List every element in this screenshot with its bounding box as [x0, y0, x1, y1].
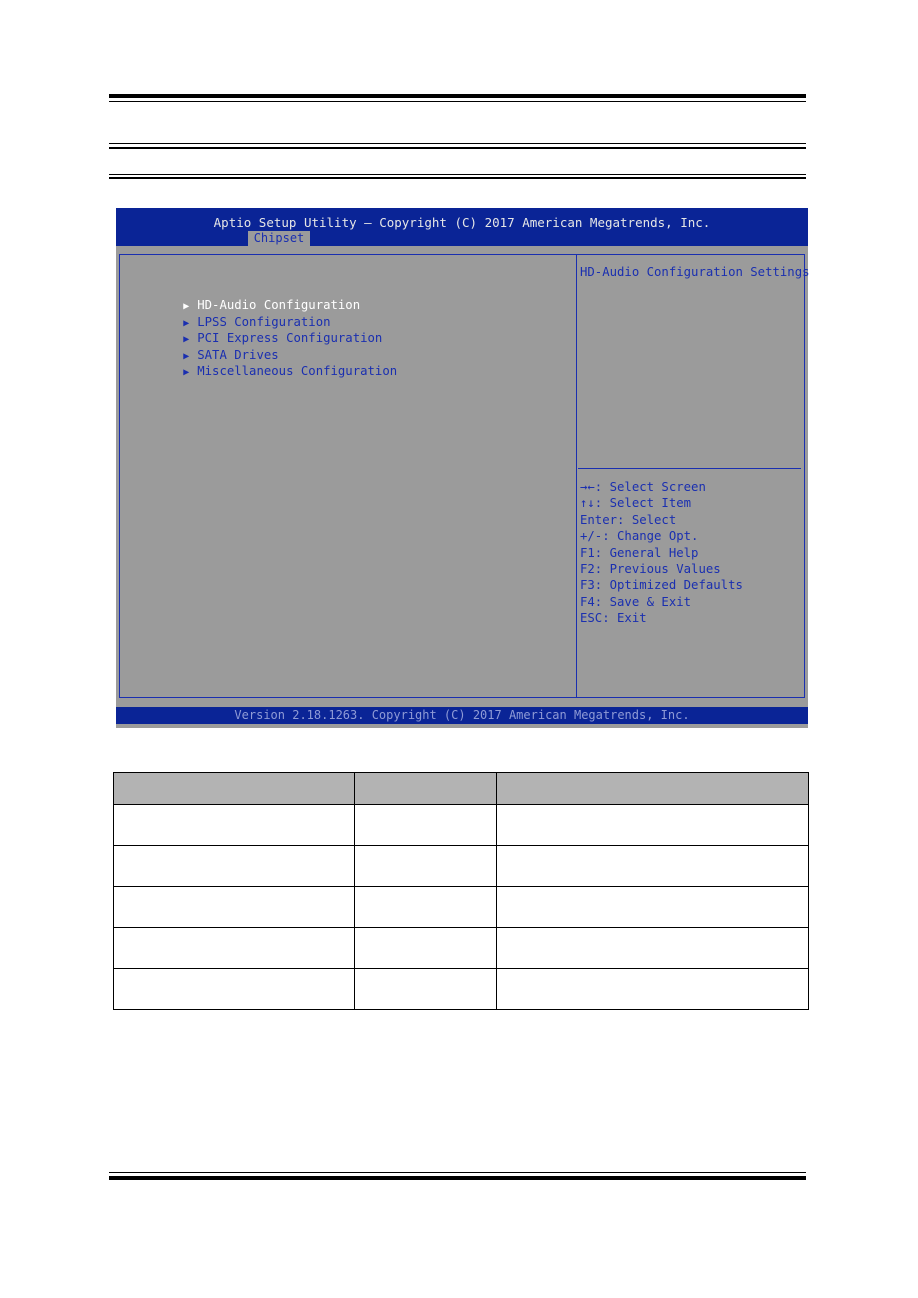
menu-item-hd-audio[interactable] — [124, 281, 397, 313]
submenu-arrow-icon: ▶ — [183, 334, 190, 346]
section-rule-top-thick — [109, 147, 806, 149]
key-help-line: ↑↓: Select Item — [580, 496, 692, 511]
header-rule-thin — [109, 101, 806, 102]
submenu-arrow-icon: ▶ — [183, 317, 190, 329]
table-cell — [497, 805, 809, 846]
bios-version-footer: Version 2.18.1263. Copyright (C) 2017 American Megatrends, Inc. — [116, 707, 808, 724]
table-cell — [355, 887, 497, 928]
key-help-line: ESC: Exit — [580, 611, 647, 626]
table-cell — [114, 969, 355, 1010]
table-cell — [497, 928, 809, 969]
section-rule-bottom-thick — [109, 177, 806, 179]
bios-title-bar — [116, 208, 808, 246]
menu-item-label: HD-Audio Configuration — [197, 298, 361, 313]
table-row — [114, 846, 809, 887]
table-header-cell — [355, 773, 497, 805]
key-help-line: +/-: Change Opt. — [580, 529, 699, 544]
table-cell — [355, 928, 497, 969]
item-help-text: HD-Audio Configuration Settings — [580, 265, 810, 279]
submenu-arrow-icon: ▶ — [183, 301, 190, 313]
table-cell — [355, 846, 497, 887]
table-cell — [114, 887, 355, 928]
key-help-line: →←: Select Screen — [580, 480, 706, 494]
table-cell — [497, 969, 809, 1010]
table-cell — [114, 846, 355, 887]
section-rule-top-thin — [109, 143, 806, 144]
panel-divider — [576, 255, 577, 697]
table-row — [114, 928, 809, 969]
table-header-row — [114, 773, 809, 805]
key-help-line: Enter: Select — [580, 512, 677, 527]
menu-item-label: PCI Express Configuration — [197, 331, 383, 346]
table-cell — [355, 805, 497, 846]
key-help-line: F2: Previous Values — [580, 561, 721, 576]
menu-item-label: SATA Drives — [197, 347, 279, 362]
table-header-cell — [497, 773, 809, 805]
table-cell — [497, 846, 809, 887]
menu-item-label: LPSS Configuration — [197, 314, 331, 329]
bios-setup-screen — [116, 208, 808, 728]
help-divider — [578, 468, 801, 469]
table-row — [114, 969, 809, 1010]
table-cell — [114, 805, 355, 846]
key-help-line: F4: Save & Exit — [580, 594, 692, 609]
bios-title: Aptio Setup Utility – Copyright (C) 2017 American Megatrends, Inc. — [213, 215, 711, 230]
options-table — [113, 772, 809, 1010]
submenu-arrow-icon: ▶ — [183, 366, 190, 378]
section-rule-bottom-thin — [109, 174, 806, 175]
chipset-menu — [124, 281, 398, 378]
submenu-arrow-icon: ▶ — [183, 350, 190, 362]
footer-rule-thick — [109, 1176, 806, 1180]
table-header-cell — [114, 773, 355, 805]
tab-chipset[interactable]: Chipset — [248, 231, 310, 246]
key-help-line: F1: General Help — [580, 545, 699, 560]
table-cell — [114, 928, 355, 969]
key-legend — [580, 479, 743, 627]
table-cell — [497, 887, 809, 928]
table-row — [114, 805, 809, 846]
footer-rule-thin — [109, 1172, 806, 1173]
header-rule-thick — [109, 94, 806, 98]
bios-main-frame — [119, 254, 810, 698]
table-cell — [355, 969, 497, 1010]
key-help-line: F3: Optimized Defaults — [580, 578, 743, 593]
menu-item-label: Miscellaneous Configuration — [197, 363, 398, 378]
table-row — [114, 887, 809, 928]
